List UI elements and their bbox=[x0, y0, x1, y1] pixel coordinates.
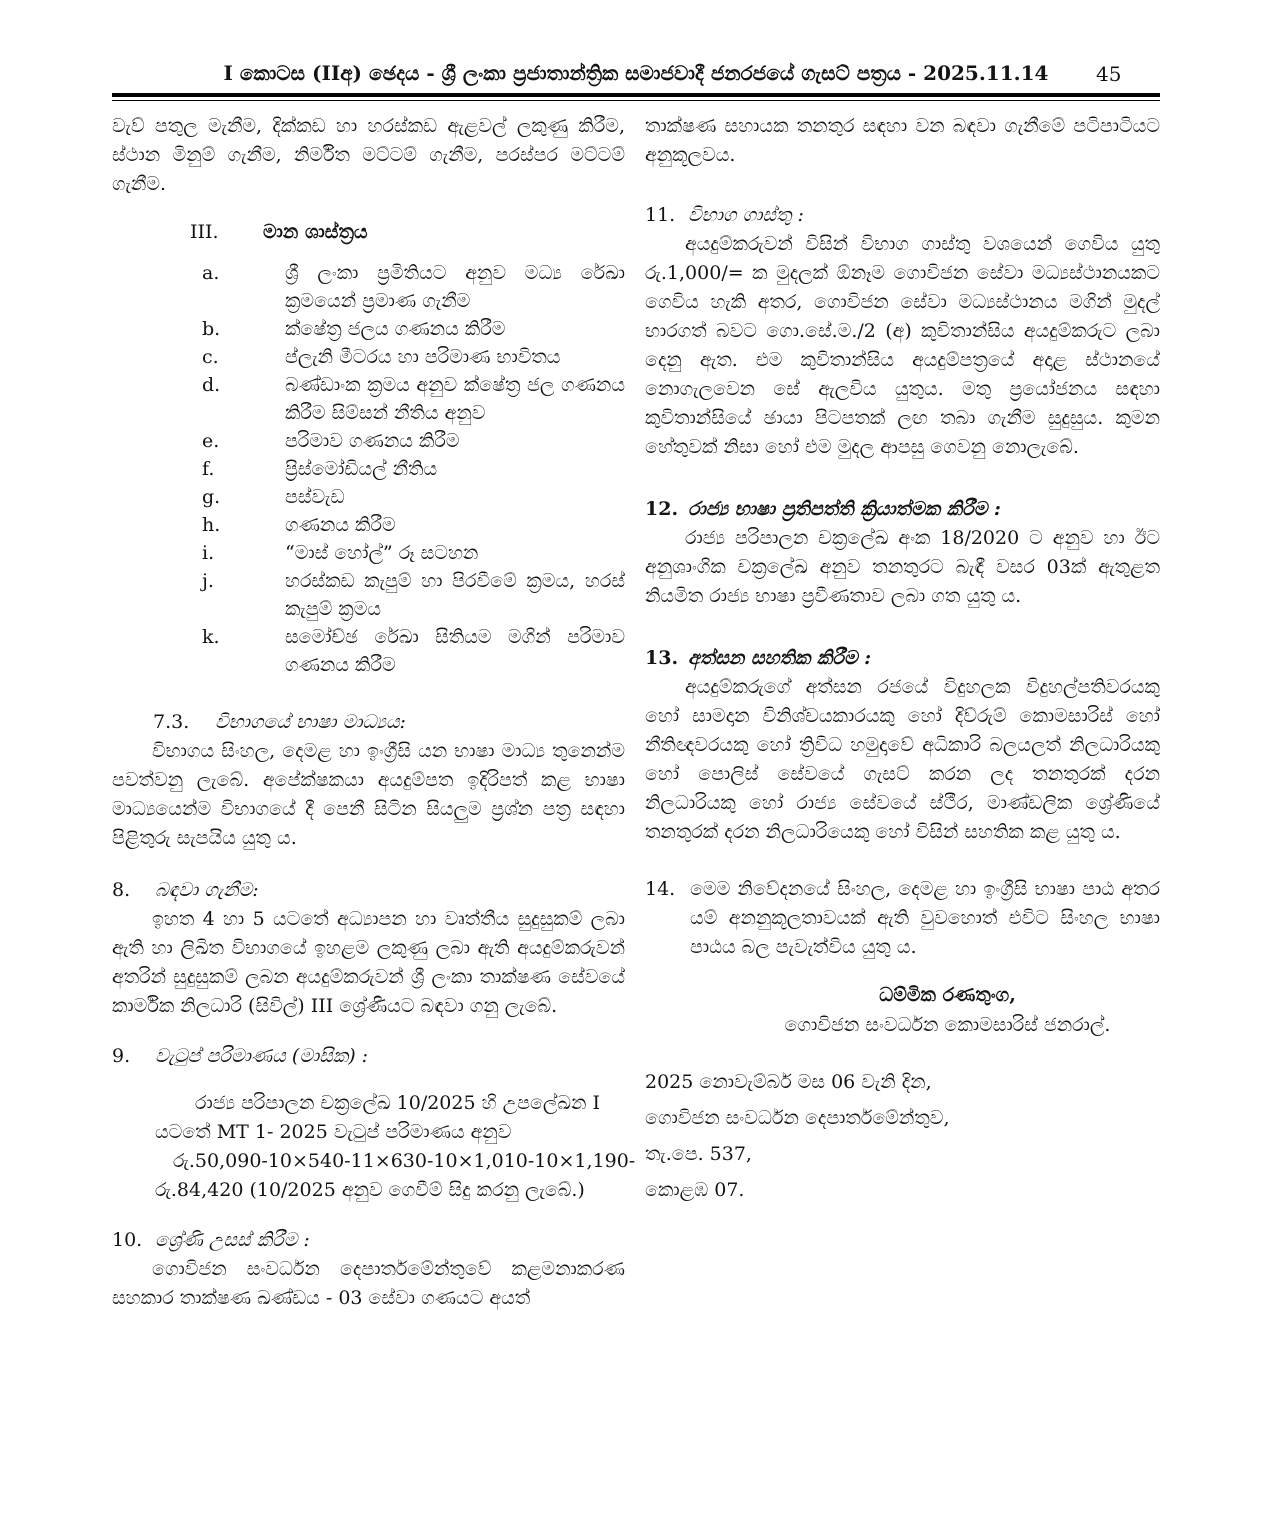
section-heading-10 bbox=[112, 1225, 625, 1255]
section-number: 8. bbox=[112, 879, 131, 901]
section-heading-11 bbox=[645, 200, 1160, 230]
right-column bbox=[645, 112, 1160, 1208]
list-text: ක්ෂේත්‍ර ජලය ගණනය කිරීම bbox=[285, 318, 506, 340]
footer-line-department: ගොවිජන සංවර්ධන දෙපාර්තමේන්තුව, bbox=[645, 1107, 950, 1129]
footer-line-pobox: තැ.පෙ. 537, bbox=[645, 1143, 752, 1165]
section-title: විභාගයේ භාෂා මාධ්‍යය: bbox=[215, 711, 406, 733]
list-item bbox=[202, 623, 625, 679]
left-column bbox=[112, 112, 636, 1313]
list-item bbox=[202, 315, 625, 343]
section-13-paragraph: අයදුම්කරුගේ අත්සන රජයේ විදුහලක විදුහල්පතිවරයකු හෝ සාමදාන විනිශ්චයකාරයකු හෝ දිව්රුම් කොමසාරිස් හෝ නීතිඥවරයකු හෝ ත්‍රිවිධ හමුදාවේ අධිකාරි බලයලත් නිලධාරියකු හෝ පොලිස් සේවයේ ගැසට් කරන ලද තනතුරක් දරන නිලධාරියකු හෝ රාජ්‍ය සේවයේ ස්ථීර, මාණ්ඩලික ශ්‍රේණියේ තනතුරක් දරන නිලධාරියෙකු හෝ විසින් සහතික කළ යුතු ය. bbox=[645, 676, 1160, 843]
list-text: බණ්ඩාංක ක්‍රමය අනුව ක්ෂේත්‍ර ජල ගණනය කිරීම සිම්සන් නීතිය අනුව bbox=[285, 374, 625, 424]
signature-block bbox=[735, 980, 1160, 1040]
list-marker: d. bbox=[202, 374, 221, 396]
list-marker: i. bbox=[202, 542, 215, 564]
section-number: 12. bbox=[645, 498, 679, 520]
section-number: 13. bbox=[645, 647, 679, 669]
signature-title: ගොවිජන සංවර්ධන කොමසාරිස් ජනරාල්. bbox=[784, 1014, 1111, 1036]
salary-scale-line: රු.50,090-10×540-11×630-10×1,010-10×1,190- bbox=[173, 1150, 636, 1172]
list-text: ශ්‍රී ලංකා ප්‍රමිතියට අනුව මධ්‍ය රේඛා ක්‍රමයෙන් ප්‍රමාණ ගැනීම bbox=[285, 262, 625, 312]
section-number: III. bbox=[190, 221, 219, 243]
list-marker: e. bbox=[202, 430, 220, 452]
list-item bbox=[202, 539, 625, 567]
list-text: හරස්කඩ කැපුම් හා පිරවීමේ ක්‍රමය, හරස් කැපුම් ක්‍රමය bbox=[285, 570, 625, 620]
item-number: 14. bbox=[645, 878, 676, 900]
item-text: මෙම නිවේදනයේ සිංහල, දෙමළ හා ඉංග්‍රීසි භාෂා පාඨ අතර යම් අනනුකූලතාවයක් ඇති වුවහොත් එවිට සිංහල භාෂා පාඨය බල පැවැත්විය යුතු ය. bbox=[690, 878, 1160, 958]
section-10-paragraph: ගොවිජන සංවර්ධන දෙපාර්තමේන්තුවේ කළමනාකරණ සහකාර තාක්ෂණ ඛණ්ඩය - 03 සේවා ගණයට අයත් bbox=[112, 1258, 625, 1309]
section-number: 9. bbox=[112, 1045, 131, 1067]
section-title: ශ්‍රේණි උසස් කිරීම : bbox=[155, 1229, 310, 1251]
section-title: බඳවා ගැනීම: bbox=[155, 879, 259, 901]
section-number: 7.3. bbox=[153, 711, 190, 733]
list-item bbox=[202, 371, 625, 427]
list-item bbox=[202, 455, 625, 483]
list-text: ප්‍රිස්මෝඩියල් නීතිය bbox=[285, 458, 438, 480]
list-marker: g. bbox=[202, 486, 221, 508]
list-item bbox=[202, 427, 625, 455]
footer-line-city: කොළඹ 07. bbox=[645, 1179, 745, 1201]
section-7-3-paragraph: විභාගය සිංහල, දෙමළ හා ඉංග්‍රීසි යන භාෂා මාධ්‍ය තුනෙන්ම පවත්වනු ලැබේ. අපේක්ෂකයා අයදුම්පත ඉදිරිපත් කළ භාෂා මාධ්‍යයෙන්ම විභාගයේ දී පෙනී සිටින සියලුම ප්‍රශ්න පත්‍ර සඳහා පිළිතුරු සැපයිය යුතු ය. bbox=[112, 740, 625, 849]
list-marker: j. bbox=[202, 570, 214, 592]
section-title: විභාග ගාස්තු : bbox=[688, 204, 804, 226]
page-number: 45 bbox=[1096, 62, 1122, 86]
section-heading-13 bbox=[645, 643, 1160, 673]
list-item bbox=[202, 343, 625, 371]
section-title: අත්සන සහතික කිරීම : bbox=[688, 647, 872, 669]
salary-scale-line: රු.84,420 (10/2025 අනුව ගෙවීම් සිදු කරනු ලැබේ.) bbox=[155, 1179, 585, 1201]
section-11-paragraph: අයදුම්කරුවන් විසින් විභාග ගාස්තු වශයෙන් ගෙවිය යුතු රු.1,000/= ක මුදලක් ඕනෑම ගොවිජන සේවා මධ්‍යස්ථානයකට ගෙවිය හැකි අතර, ගොවිජන සේවා මධ්‍යස්ථානය මගින් මුදල් භාරගත් බවට ගො.සේ.ම./2 (අ) කුවිතාන්සිය අයදුම්කරුට ලබා දෙනු ඇත. එම කුවිතාන්සිය අයදුම්පත්‍රයේ අදාළ ස්ථානයේ නොගැලවෙන සේ ඇලවිය යුතුය. මතු ප්‍රයෝජනය සඳහා කුවිතාන්සියේ ඡායා පිටපතක් ලඟ තබා ගැනීම සුදුසුය. කුමන හේතුවක් නිසා හෝ එම මුදල ආපසු ගෙවනු නොලැබේ. bbox=[645, 233, 1160, 458]
section-title: රාජ්‍ය භාෂා ප්‍රතිපත්ති ක්‍රියාත්මක කිරීම : bbox=[688, 498, 1001, 520]
section-heading-9 bbox=[112, 1041, 625, 1071]
salary-scale bbox=[155, 1089, 636, 1205]
address-footer bbox=[645, 1064, 1160, 1208]
list-marker: k. bbox=[202, 626, 220, 648]
page-header-title: I කොටස (IIඅ) ඡෙදය - ශ්‍රී ලංකා ප්‍රජාතාන්ත්‍රික සමාජවාදී ජනරජයේ ගැසට් පත්‍රය - 2025.11.14 bbox=[223, 61, 1049, 85]
salary-scale-line: රාජ්‍ය පරිපාලන චක්‍රලේඛ 10/2025 හි උපලේඛන I bbox=[195, 1092, 600, 1114]
list-item bbox=[202, 259, 625, 315]
section-title: මාන ශාස්ත්‍රය bbox=[263, 221, 368, 243]
item-14 bbox=[645, 875, 1160, 962]
section-heading-7-3 bbox=[153, 707, 625, 737]
list-text: “මාස් හෝල්” රූ සටහන bbox=[285, 542, 479, 564]
header-rule bbox=[112, 93, 1160, 101]
syllabus-list bbox=[202, 259, 625, 679]
list-item bbox=[202, 483, 625, 511]
list-text: ගණනය කිරීම bbox=[285, 514, 396, 536]
section-heading-III bbox=[190, 217, 625, 247]
section-heading-12 bbox=[645, 494, 1160, 524]
list-marker: b. bbox=[202, 318, 221, 340]
salary-scale-line: යටතේ MT 1- 2025 වැටුප් පරිමාණය අනුව bbox=[155, 1121, 512, 1143]
list-marker: c. bbox=[202, 346, 219, 368]
section-number: 10. bbox=[112, 1229, 143, 1251]
list-item bbox=[202, 567, 625, 623]
list-text: පස්වැඩ bbox=[285, 486, 345, 508]
footer-line-date: 2025 නොවැම්බර් මස 06 වැනි දින, bbox=[645, 1071, 932, 1093]
section-number: 11. bbox=[645, 204, 676, 226]
section-heading-8 bbox=[112, 875, 625, 905]
list-marker: a. bbox=[202, 262, 220, 284]
intro-paragraph: වැව් පතුල මැනීම, දික්කඩ හා හරස්කඩ ඇළවල් ලකුණු කිරීම, ස්ථාන මිනුම් ගැනීම, නිර්මිත මට්ටම් ගැනීම, පරස්පර මට්ටම් ගැනීම. bbox=[112, 115, 625, 195]
list-item bbox=[202, 511, 625, 539]
section-8-paragraph: ඉහත 4 හා 5 යටතේ අධ්‍යාපන හා වෘත්තීය සුදුසුකම් ලබා ඇති හා ලිඛිත විභාගයේ ඉහළම ලකුණු ලබා ඇති අයදුම්කරුවන් අතරින් සුදුසුකම් ලබන අයදුම්කරුවන් ශ්‍රී ලංකා තාක්ෂණ සේවයේ කාර්මික නිලධාරි (සිවිල්) III ශ්‍රේණියට බඳවා ගනු ලැබේ. bbox=[112, 908, 625, 1017]
list-marker: h. bbox=[202, 514, 221, 536]
list-text: පරිමාව ගණනය කිරීම bbox=[285, 430, 460, 452]
list-text: ප්ලැනි මීටරය හා පරිමාණ භාවිතය bbox=[285, 346, 561, 368]
section-12-paragraph: රාජ්‍ය පරිපාලන චක්‍රලේඛ අංක 18/2020 ට අනුව හා ඊට අනුශාංගික චක්‍රලේඛ අනුව තනතුරට බැඳී වසර 03ක් ඇතුළත නියමිත රාජ්‍ය භාෂා ප්‍රවීණතාව ලබා ගත යුතු ය. bbox=[645, 527, 1160, 607]
signature-name: ධම්මික රණතුංග, bbox=[879, 984, 1016, 1006]
list-text: සමෝච්ඡ රේඛා සිතියම මගින් පරිමාව ගණනය කිරීම bbox=[285, 626, 625, 676]
section-title: වැටුප් පරිමාණය (මාසික) : bbox=[155, 1045, 369, 1067]
list-marker: f. bbox=[202, 458, 215, 480]
continuation-paragraph: තාක්ෂණ සහායක තනතුර සඳහා වන බඳවා ගැනීමේ පටිපාටියට අනුකූලවය. bbox=[645, 115, 1160, 166]
